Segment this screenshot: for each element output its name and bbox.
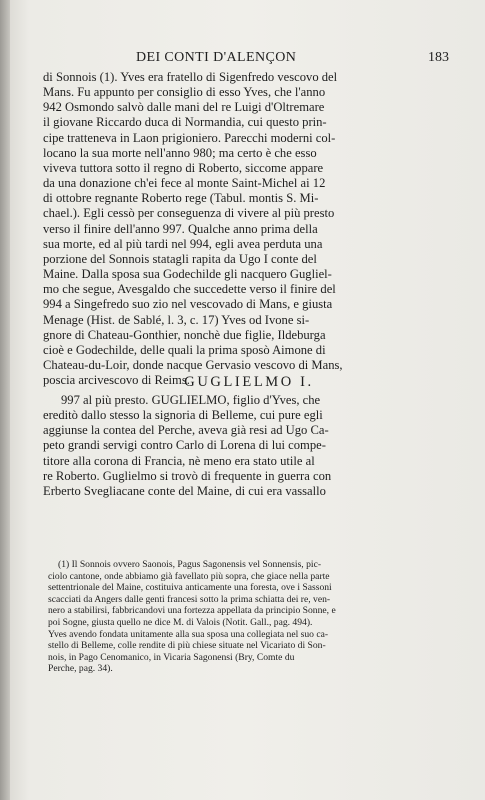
- page-binding-shadow: [0, 0, 10, 800]
- footnote-line: settentrionale del Maine, costituiva anticamente una foresta, ove i Sassoni: [48, 582, 332, 594]
- body-line: porzione del Sonnois statagli rapita da Ugo I conte del: [43, 251, 317, 266]
- body-line: chael.). Egli cessò per conseguenza di vivere al più presto: [43, 206, 335, 221]
- body-line: Maine. Dalla sposa sua Godechilde gli nacquero Gugliel-: [43, 267, 332, 282]
- body-line: viveva tuttora sotto il regno di Roberto, siccome appare: [43, 160, 324, 175]
- footnote-line: nero a stabilirsi, fabbricandovi una fortezza appellata da principio Sonne, e: [48, 605, 336, 617]
- section-line: Erberto Svegliacane conte del Maine, di cui era vassallo: [43, 483, 326, 498]
- running-head-title: DEI CONTI D'ALENÇON: [136, 50, 297, 65]
- body-line: Chateau-du-Loir, donde nacque Gervasio vescovo di Mans,: [43, 357, 343, 372]
- body-line: locano la sua morte nell'anno 980; ma certo è che esso: [43, 145, 317, 160]
- footnote-line: nois, in Pago Cenomanico, in Vicaria Sagonensi (Bry, Comte du: [48, 651, 295, 663]
- body-line: di Sonnois (1). Yves era fratello di Sigenfredo vescovo del: [43, 70, 338, 84]
- footnote-line: Perche, pag. 34).: [48, 663, 113, 675]
- body-line: poscia arcivescovo di Reims.: [43, 373, 190, 388]
- footnote-line: (1) Il Sonnois ovvero Saonois, Pagus Sagonensis vel Sonnensis, pic-: [58, 559, 322, 570]
- page-number: 183: [428, 50, 449, 65]
- body-line: 942 Osmondo salvò dalle mani del re Luigi d'Oltremare: [43, 100, 325, 115]
- footnote-line: poi Sogne, giusta quello ne dice M. di Valois (Notit. Gall., pag. 494).: [48, 616, 313, 628]
- section-line: peto grandi servigi contro Carlo di Lorena di lui compe-: [43, 438, 326, 453]
- body-line: di ottobre regnante Roberto rege (Tabul. montis S. Mi-: [43, 191, 319, 206]
- body-line: da una donazione ch'ei fece al monte Saint-Michel ai 12: [43, 176, 326, 191]
- body-line: cioè e Godechilde, delle quali la prima sposò Aimone di: [43, 342, 326, 357]
- body-line: mo che segue, Avesgaldo che succedette verso il finire del: [43, 282, 336, 297]
- body-line: Mans. Fu appunto per consiglio di esso Yves, che l'anno: [43, 85, 326, 100]
- body-line: gnore di Chateau-Gonthier, nonchè due figlie, Ildeburga: [43, 327, 326, 342]
- section-line: titore alla corona di Francia, nè meno era stato utile al: [43, 453, 315, 468]
- footnotes: [48, 559, 454, 675]
- section-line: re Roberto. Guglielmo si trovò di frequente in guerra con: [43, 468, 332, 483]
- body-line: verso il finire dell'anno 997. Qualche anno prima della: [43, 221, 318, 236]
- body-line: cipe tratteneva in Laon prigioniero. Parecchi moderni col-: [43, 130, 336, 145]
- body-line: 994 a Singefredo suo zio nel vescovado di Mans, e giusta: [43, 297, 333, 312]
- section-paragraph: [43, 393, 455, 499]
- body-line: il giovane Riccardo duca di Normandia, cui questo prin-: [43, 115, 327, 130]
- section-line: aggiunse la contea del Perche, aveva già resi ad Ugo Ca-: [43, 423, 329, 438]
- body-paragraph: [43, 70, 455, 388]
- body-line: Menage (Hist. de Sablé, l. 3, c. 17) Yves od Ivone si-: [43, 312, 310, 327]
- body-line: sua morte, ed al più tardi nel 994, egli avea perduta una: [43, 236, 323, 251]
- section-line: 997 al più presto. GUGLIELMO, figlio d'Yves, che: [61, 393, 321, 407]
- footnote-line: scacciati da Angers dalle genti francesi sotto la prima schiatta dei re, ven-: [48, 593, 331, 605]
- footnote-line: stello di Belleme, colle rendite di più chiese situate nel Vicariato di Son-: [48, 640, 326, 652]
- section-heading: GUGLIELMO I.: [184, 374, 314, 390]
- running-head: [40, 50, 449, 68]
- footnote-line: Yves avendo fondata unitamente alla sua sposa una collegiata nel suo ca-: [48, 628, 329, 640]
- section-line: ereditò dallo stesso la signoria di Belleme, cui pure egli: [43, 408, 323, 423]
- footnote-line: ciolo cantone, onde abbiamo già favellato più sopra, che giace nella parte: [48, 570, 330, 582]
